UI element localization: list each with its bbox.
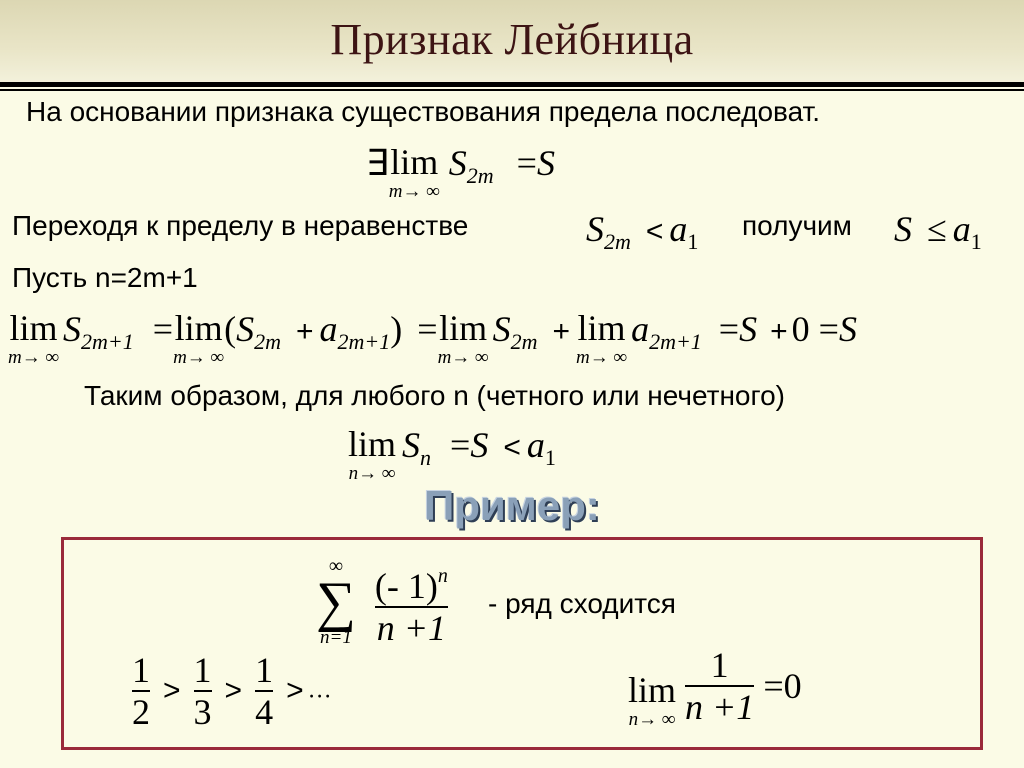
inequality-s2m-a1: $S_{2m} < a_1$ (586, 209, 699, 254)
fraction-1-2: $\frac{1}{2}$ (132, 650, 150, 732)
limit-term-zero: lim n→ ∞ $\frac{1}{n +1}$ =0 (628, 645, 802, 730)
formula-limit-sn: lim n→ ∞ $S_n =S < a_1$ (348, 424, 556, 484)
text-line-let: Пусть n=2m+1 (12, 262, 198, 293)
lim-operator: lim m→ ∞ (576, 308, 628, 368)
equals-sign: = (516, 143, 537, 183)
lim-operator: lim n→ ∞ (348, 424, 397, 484)
fraction-1-over-n1: $\frac{1}{n +1}$ (685, 645, 755, 727)
inequality-s-le-a1: $S \le a_1$ (894, 209, 982, 254)
series-formula (316, 556, 448, 648)
text-line-thus: Таким образом, для любого n (четного или нечетного) (84, 380, 785, 411)
slide-title: Признак Лейбница (330, 15, 694, 64)
lim-operator: lim n→ ∞ (628, 670, 677, 730)
series-converges-text: - ряд сходится (488, 588, 676, 619)
example-heading: Пример: (424, 482, 600, 529)
divider-thick (0, 82, 1024, 87)
lim-operator: lim m→ ∞ (437, 308, 489, 368)
exists-symbol: ∃ (366, 143, 389, 183)
lim-operator: lim m→ ∞ (8, 308, 60, 368)
limit-value: S (536, 143, 555, 183)
text-line-passing: Переходя к пределу в неравенстве (12, 210, 469, 241)
text-obtain: получим (742, 210, 852, 241)
sum-symbol: S (448, 143, 467, 183)
fraction-1-4: $\frac{1}{4}$ (255, 650, 274, 732)
lim-operator: lim m→ ∞ (388, 142, 440, 202)
subscript: 2m (466, 163, 494, 188)
formula-limit-chain: lim m→ ∞ $S_{2m+1}$ = lim m→ ∞ $(S_{2m} + a_{2m+1})$ = lim m→ ∞ $S_{2m}$ + lim m→ ∞ $a_{2m+1} =S + 0 =S$ (8, 308, 857, 368)
fraction-1-3: $\frac{1}{3}$ (193, 650, 212, 732)
lim-operator: lim m→ ∞ (173, 308, 225, 368)
formula-limit-s2m (366, 142, 555, 202)
series-term-fraction: $\frac{(- 1)^n}{n +1}$ (374, 565, 448, 648)
decreasing-sequence: $\frac{1}{2}$ > $\frac{1}{3}$ > $\frac{1}{4}$ > … (132, 650, 332, 732)
text-line-basis: На основании признака существования предела последоват. (26, 96, 821, 127)
sigma-operator: ∞ ∑ n=1 (316, 555, 356, 648)
divider-thin (0, 89, 1024, 91)
